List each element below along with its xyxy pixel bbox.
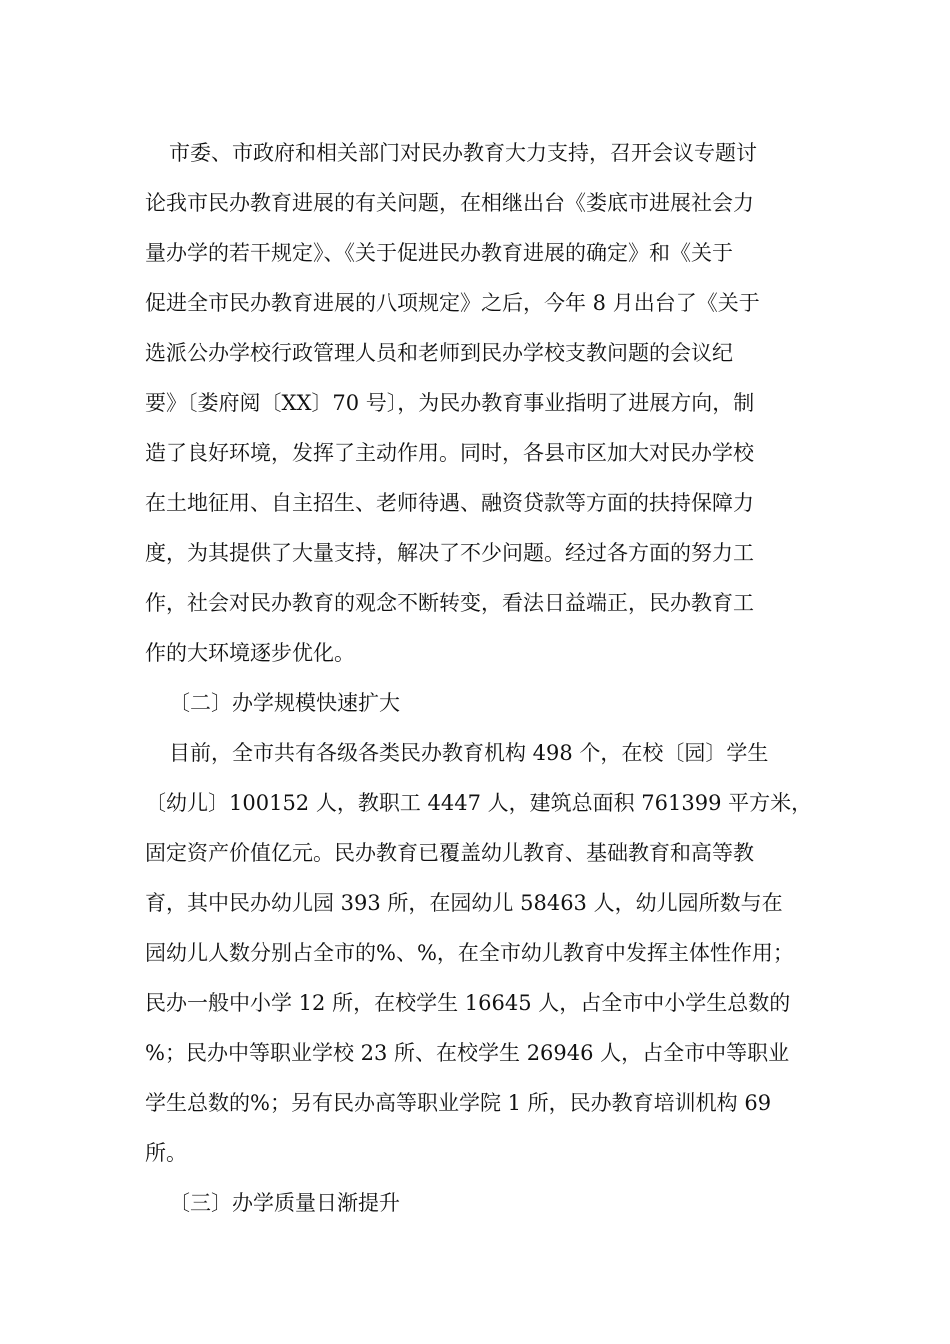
- paragraph-line: 民办一般中小学 12 所，在校学生 16645 人，占全市中小学生总数的: [145, 991, 791, 1015]
- paragraph-line: 育，其中民办幼儿园 393 所，在园幼儿 58463 人，幼儿园所数与在: [145, 891, 783, 915]
- paragraph-line: 在土地征用、自主招生、老师待遇、融资贷款等方面的扶持保障力: [145, 491, 754, 515]
- paragraph-line: 园幼儿人数分别占全市的%、%，在全市幼儿教育中发挥主体性作用；: [145, 941, 794, 965]
- section-heading-scale: 〔二〕办学规模快速扩大: [169, 691, 400, 715]
- paragraph-line: 市委、市政府和相关部门对民办教育大力支持，召开会议专题讨: [169, 141, 757, 165]
- paragraph-support: [145, 128, 815, 678]
- paragraph-line: 所。: [145, 1141, 187, 1165]
- paragraph-line: 〔幼儿〕100152 人，教职工 4447 人，建筑总面积 761399 平方米，: [145, 791, 813, 815]
- paragraph-scale: [145, 728, 815, 1178]
- paragraph-line: 论我市民办教育进展的有关问题，在相继出台《娄底市进展社会力: [145, 191, 754, 215]
- paragraph-line: 作的大环境逐步优化。: [145, 641, 355, 665]
- paragraph-line: 度，为其提供了大量支持，解决了不少问题。经过各方面的努力工: [145, 541, 754, 565]
- paragraph-line: 固定资产价值亿元。民办教育已覆盖幼儿教育、基础教育和高等教: [145, 841, 754, 865]
- document-body: [145, 128, 815, 1228]
- section-heading-quality: 〔三〕办学质量日渐提升: [169, 1191, 400, 1215]
- paragraph-line: 造了良好环境，发挥了主动作用。同时，各县市区加大对民办学校: [145, 441, 754, 465]
- paragraph-line: 量办学的若干规定》、《关于促进民办教育进展的确定》和《关于: [145, 241, 733, 265]
- paragraph-line: 学生总数的%；另有民办高等职业学院 1 所，民办教育培训机构 69: [145, 1091, 772, 1115]
- paragraph-line: 要》〔娄府阅〔XX〕70 号〕，为民办教育事业指明了进展方向，制: [145, 391, 755, 415]
- paragraph-line: 选派公办学校行政管理人员和老师到民办学校支教问题的会议纪: [145, 341, 733, 365]
- paragraph-line: 目前，全市共有各级各类民办教育机构 498 个，在校〔园〕学生: [169, 741, 769, 765]
- paragraph-line: 促进全市民办教育进展的八项规定》之后，今年 8 月出台了《关于: [145, 291, 760, 315]
- paragraph-line: 作，社会对民办教育的观念不断转变，看法日益端正，民办教育工: [145, 591, 754, 615]
- paragraph-line: %；民办中等职业学校 23 所、在校学生 26946 人，占全市中等职业: [145, 1041, 790, 1065]
